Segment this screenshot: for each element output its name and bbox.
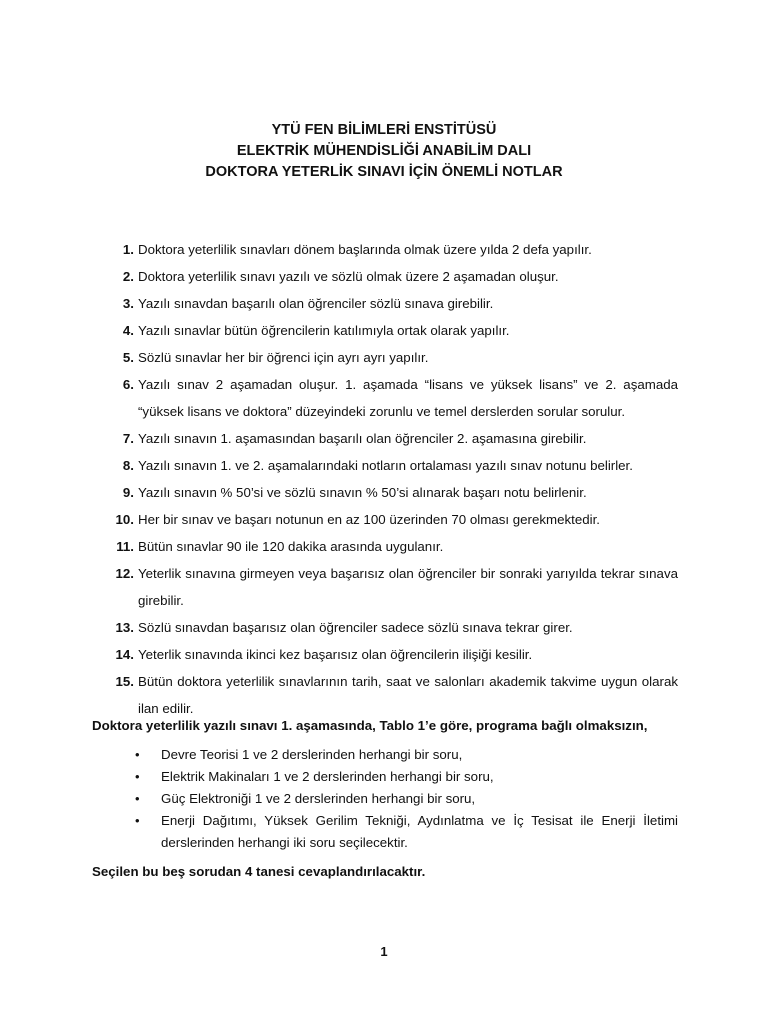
note-number: 13. bbox=[115, 620, 134, 635]
note-item bbox=[108, 425, 678, 452]
note-text: Her bir sınav ve başarı notunun en az 100 üzerinden 70 olması gerekmektedir. bbox=[138, 512, 600, 527]
note-number: 1. bbox=[122, 242, 134, 257]
bullet-text: Elektrik Makinaları 1 ve 2 derslerinden herhangi bir soru, bbox=[161, 769, 494, 784]
note-text: Yazılı sınavdan başarılı olan öğrenciler sözlü sınava girebilir. bbox=[138, 296, 494, 311]
note-number: 10. bbox=[115, 512, 134, 527]
note-number: 4. bbox=[122, 323, 134, 338]
page-number: 1 bbox=[380, 944, 388, 959]
note-item bbox=[108, 317, 678, 344]
note-text: Yeterlik sınavında ikinci kez başarısız olan öğrencilerin ilişiği kesilir. bbox=[138, 647, 533, 662]
notes-list bbox=[108, 236, 678, 722]
note-number: 12. bbox=[115, 566, 134, 581]
note-text: Yazılı sınav 2 aşamadan oluşur. 1. aşamada “lisans ve yüksek lisans” ve 2. aşamada “yüksek lisans ve doktora” düzeyindeki zorunlu ve temel derslerden sorular sorulur. bbox=[138, 377, 678, 419]
document-title bbox=[0, 120, 768, 183]
note-text: Yeterlik sınavına girmeyen veya başarısız olan öğrenciler bir sonraki yarıyılda tekrar sınava girebilir. bbox=[138, 566, 678, 608]
note-item bbox=[108, 479, 678, 506]
bullet-item bbox=[133, 788, 678, 810]
note-number: 3. bbox=[122, 296, 134, 311]
note-item bbox=[108, 560, 678, 614]
title-line-department: ELEKTRİK MÜHENDİSLİĞİ ANABİLİM DALI bbox=[236, 143, 532, 159]
note-item bbox=[108, 290, 678, 317]
note-text: Sözlü sınavdan başarısız olan öğrenciler sadece sözlü sınava tekrar girer. bbox=[138, 620, 573, 635]
bullet-dot-icon: • bbox=[135, 813, 140, 828]
note-item bbox=[108, 236, 678, 263]
note-text: Yazılı sınavın % 50’si ve sözlü sınavın % 50’si alınarak başarı notu belirlenir. bbox=[138, 485, 587, 500]
bullet-dot-icon: • bbox=[135, 769, 140, 784]
note-text: Doktora yeterlilik sınavı yazılı ve sözlü olmak üzere 2 aşamadan oluşur. bbox=[138, 269, 559, 284]
intro-paragraph: Doktora yeterlilik yazılı sınavı 1. aşamasında, Tablo 1’e göre, programa bağlı olmaksızın, bbox=[92, 718, 648, 733]
note-text: Yazılı sınavın 1. ve 2. aşamalarındaki notların ortalaması yazılı sınav notunu belirler. bbox=[138, 458, 633, 473]
note-item bbox=[108, 533, 678, 560]
note-text: Doktora yeterlilik sınavları dönem başlarında olmak üzere yılda 2 defa yapılır. bbox=[138, 242, 592, 257]
note-number: 5. bbox=[122, 350, 134, 365]
note-item bbox=[108, 371, 678, 425]
note-item bbox=[108, 344, 678, 371]
title-line-subject: DOKTORA YETERLİK SINAVI İÇİN ÖNEMLİ NOTLAR bbox=[205, 164, 563, 180]
note-text: Yazılı sınavın 1. aşamasından başarılı olan öğrenciler 2. aşamasına girebilir. bbox=[138, 431, 587, 446]
note-item bbox=[108, 263, 678, 290]
bullet-dot-icon: • bbox=[135, 791, 140, 806]
bullet-text: Enerji Dağıtımı, Yüksek Gerilim Tekniği, Aydınlatma ve İç Tesisat ile Enerji İletimi derslerinden herhangi iki soru seçilecektir. bbox=[161, 813, 678, 850]
note-item bbox=[108, 452, 678, 479]
bullet-text: Devre Teorisi 1 ve 2 derslerinden herhangi bir soru, bbox=[161, 747, 463, 762]
course-bullet-list bbox=[133, 744, 678, 854]
note-item bbox=[108, 506, 678, 533]
title-line-institute: YTÜ FEN BİLİMLERİ ENSTİTÜSÜ bbox=[271, 122, 497, 138]
note-number: 11. bbox=[116, 539, 134, 554]
note-item bbox=[108, 641, 678, 668]
bullet-item bbox=[133, 744, 678, 766]
note-text: Sözlü sınavlar her bir öğrenci için ayrı ayrı yapılır. bbox=[138, 350, 429, 365]
bullet-dot-icon: • bbox=[135, 747, 140, 762]
note-number: 9. bbox=[122, 485, 134, 500]
bullet-item bbox=[133, 810, 678, 854]
note-text: Bütün sınavlar 90 ile 120 dakika arasında uygulanır. bbox=[138, 539, 444, 554]
note-number: 7. bbox=[122, 431, 134, 446]
note-number: 6. bbox=[122, 377, 134, 392]
bullet-item bbox=[133, 766, 678, 788]
note-text: Yazılı sınavlar bütün öğrencilerin katılımıyla ortak olarak yapılır. bbox=[138, 323, 510, 338]
closing-paragraph: Seçilen bu beş sorudan 4 tanesi cevaplandırılacaktır. bbox=[92, 864, 426, 879]
note-item bbox=[108, 614, 678, 641]
note-text: Bütün doktora yeterlilik sınavlarının tarih, saat ve salonları akademik takvime uygun olarak ilan edilir. bbox=[138, 674, 678, 716]
note-item bbox=[108, 668, 678, 722]
note-number: 8. bbox=[122, 458, 134, 473]
note-number: 14. bbox=[115, 647, 134, 662]
note-number: 15. bbox=[115, 674, 134, 689]
bullet-text: Güç Elektroniği 1 ve 2 derslerinden herhangi bir soru, bbox=[161, 791, 476, 806]
note-number: 2. bbox=[122, 269, 134, 284]
